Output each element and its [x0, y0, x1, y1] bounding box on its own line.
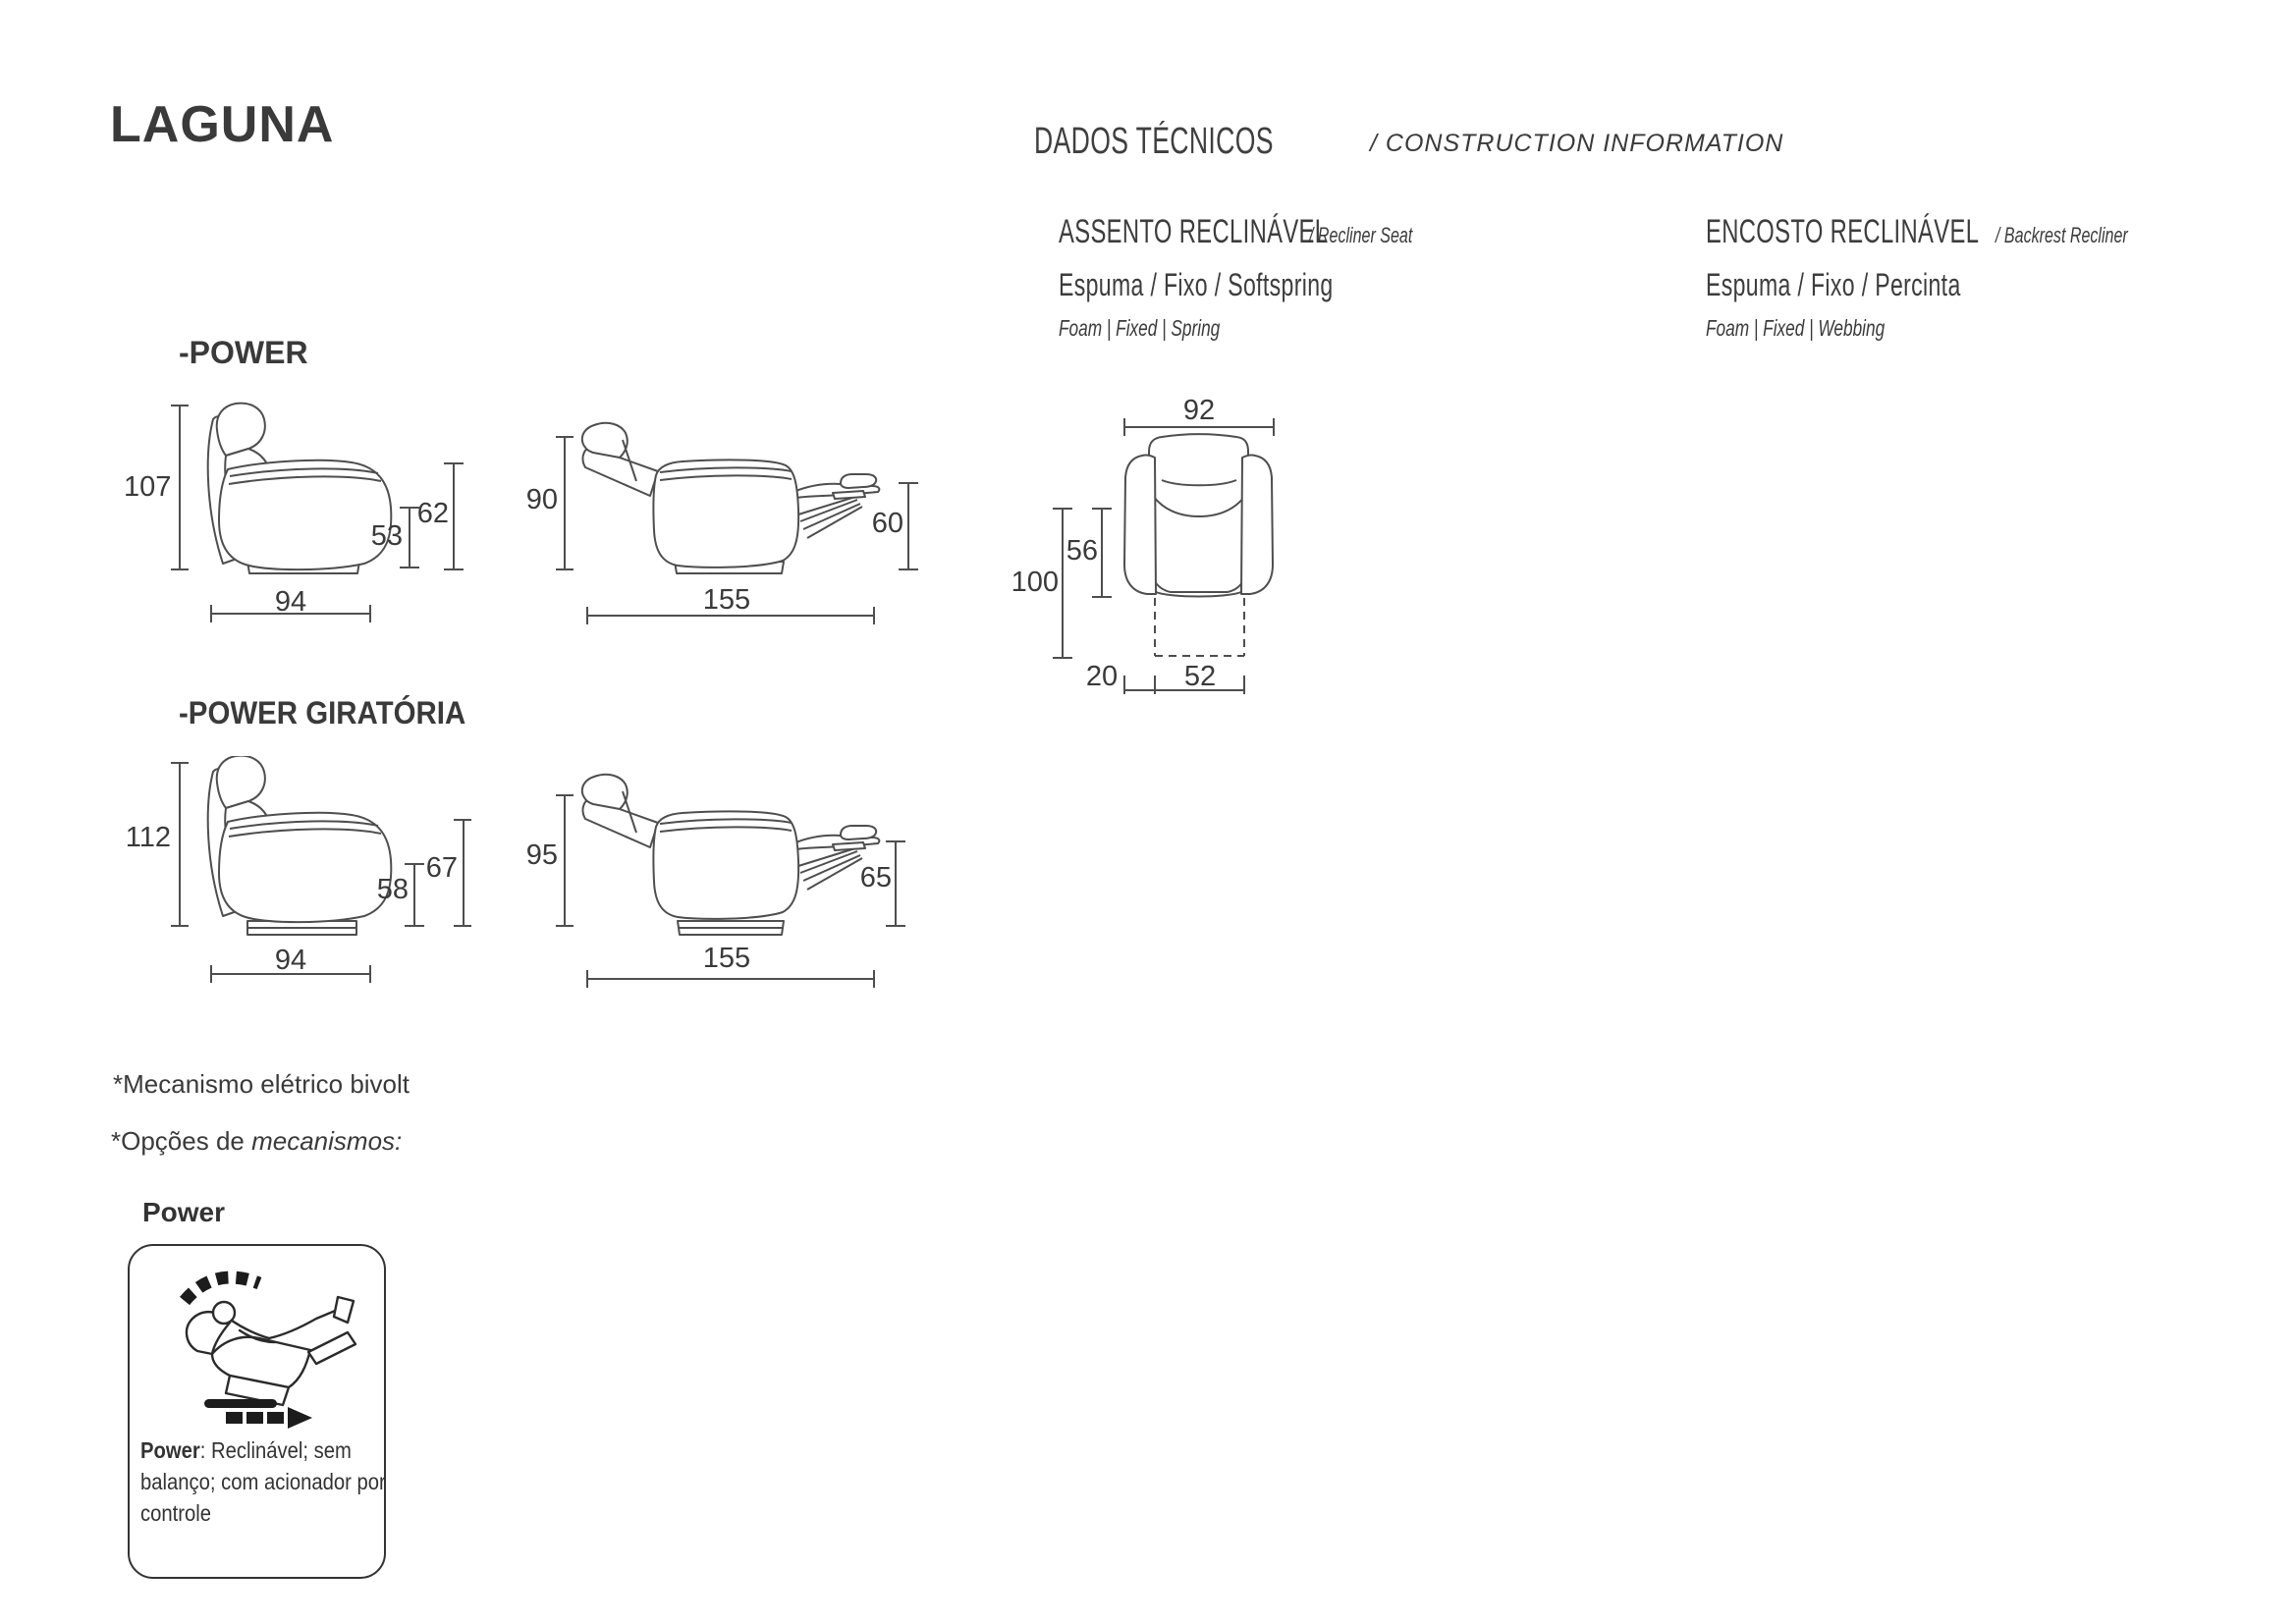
- dim-label-length: 155: [702, 943, 751, 974]
- dim-label-side-offset: 20: [1085, 661, 1119, 692]
- backrest-materials-en: Foam | Fixed | Webbing: [1706, 315, 1886, 341]
- backrest-section-subtitle: / Backrest Recliner: [1995, 223, 2128, 247]
- power-recline-icon: [143, 1258, 369, 1434]
- dim-label-seat-width: 52: [1183, 661, 1217, 692]
- power-upright-side-figure: [124, 393, 471, 633]
- dim-label-height: 95: [525, 839, 558, 871]
- backrest-materials-en-wrap: [1706, 317, 1944, 340]
- dim-label-back-height: 56: [1066, 535, 1098, 567]
- backrest-section-subtitle-wrap: [1995, 225, 2177, 246]
- seat-section-title: ASSENTO RECLINÁVEL: [1059, 213, 1329, 250]
- dim-label-height: 90: [525, 484, 558, 515]
- giratoria-reclined-side-figure: [511, 756, 943, 997]
- backrest-materials-wrap: [1706, 269, 2060, 300]
- seat-materials-en: Foam | Fixed | Spring: [1059, 315, 1221, 341]
- dim-label-height: 112: [125, 822, 171, 853]
- giratoria-upright-side-figure: [125, 756, 471, 992]
- mechanism-description: [140, 1434, 400, 1530]
- dim-label-height: 107: [124, 471, 172, 503]
- tech-heading-en: / CONSTRUCTION INFORMATION: [1370, 130, 1784, 157]
- seat-materials-en-wrap: [1059, 317, 1274, 340]
- seat-section-subtitle-wrap: [1309, 225, 1450, 246]
- dim-label-seat-height: 53: [370, 520, 403, 552]
- note-options: [111, 1128, 402, 1154]
- person-legs-shape: [269, 1309, 340, 1338]
- page-title: LAGUNA: [110, 96, 335, 153]
- note-options-italic: mecanismos:: [251, 1126, 403, 1156]
- chair-seat-shape: [212, 1337, 310, 1387]
- note-bivolt: *Mecanismo elétrico bivolt: [113, 1069, 410, 1099]
- recline-motion-arc-icon: [185, 1277, 259, 1301]
- seat-materials: Espuma / Fixo / Softspring: [1059, 267, 1334, 302]
- mechanism-desc-line2: balanço; com acionador por: [140, 1469, 386, 1495]
- mechanism-desc-line3: controle: [140, 1500, 212, 1527]
- figure-label-giratoria-wrap: [179, 697, 491, 729]
- dim-label-legrest-height: 65: [859, 862, 892, 893]
- dim-label-width: 94: [274, 945, 307, 976]
- recliner-front-drawing: [1002, 383, 1296, 707]
- tech-heading: DADOS TÉCNICOS: [1034, 121, 1274, 162]
- mechanism-desc-line1-rest: : Reclinável; sem: [199, 1437, 352, 1463]
- mechanism-card: [128, 1244, 386, 1579]
- dim-label-length: 155: [702, 584, 751, 616]
- slide-forward-arrow-icon: [226, 1407, 312, 1429]
- note-options-text: *Opções de: [111, 1126, 252, 1156]
- recliner-front-figure: [1002, 383, 1296, 707]
- backrest-materials: Espuma / Fixo / Percinta: [1706, 267, 1961, 302]
- figure-label-giratoria: -POWER GIRATÓRIA: [179, 695, 466, 730]
- seat-materials-wrap: [1059, 269, 1440, 300]
- figure-label-power: -POWER: [179, 335, 308, 370]
- person-feet-shape: [334, 1297, 354, 1323]
- dim-label-arm-height: 62: [416, 498, 449, 529]
- power-reclined-side-figure: [511, 393, 943, 633]
- dim-label-arm-height: 67: [425, 852, 458, 884]
- mechanism-title: Power: [142, 1197, 226, 1227]
- dim-label-width: 92: [1182, 395, 1216, 426]
- dim-label-seat-height: 58: [376, 874, 409, 905]
- tech-heading-wrap: [1034, 123, 1376, 160]
- mechanism-desc-line1: [140, 1434, 400, 1466]
- footrest-shape: [308, 1332, 355, 1364]
- dim-label-height: 100: [1011, 567, 1059, 598]
- mechanism-desc-bold: Power: [140, 1437, 200, 1463]
- seat-section-subtitle: / Recliner Seat: [1309, 223, 1413, 247]
- dim-label-legrest-height: 60: [871, 508, 903, 539]
- ground-bar-shape: [204, 1399, 277, 1408]
- backrest-section-title: ENCOSTO RECLINÁVEL: [1706, 213, 1980, 250]
- dim-label-width: 94: [274, 586, 307, 618]
